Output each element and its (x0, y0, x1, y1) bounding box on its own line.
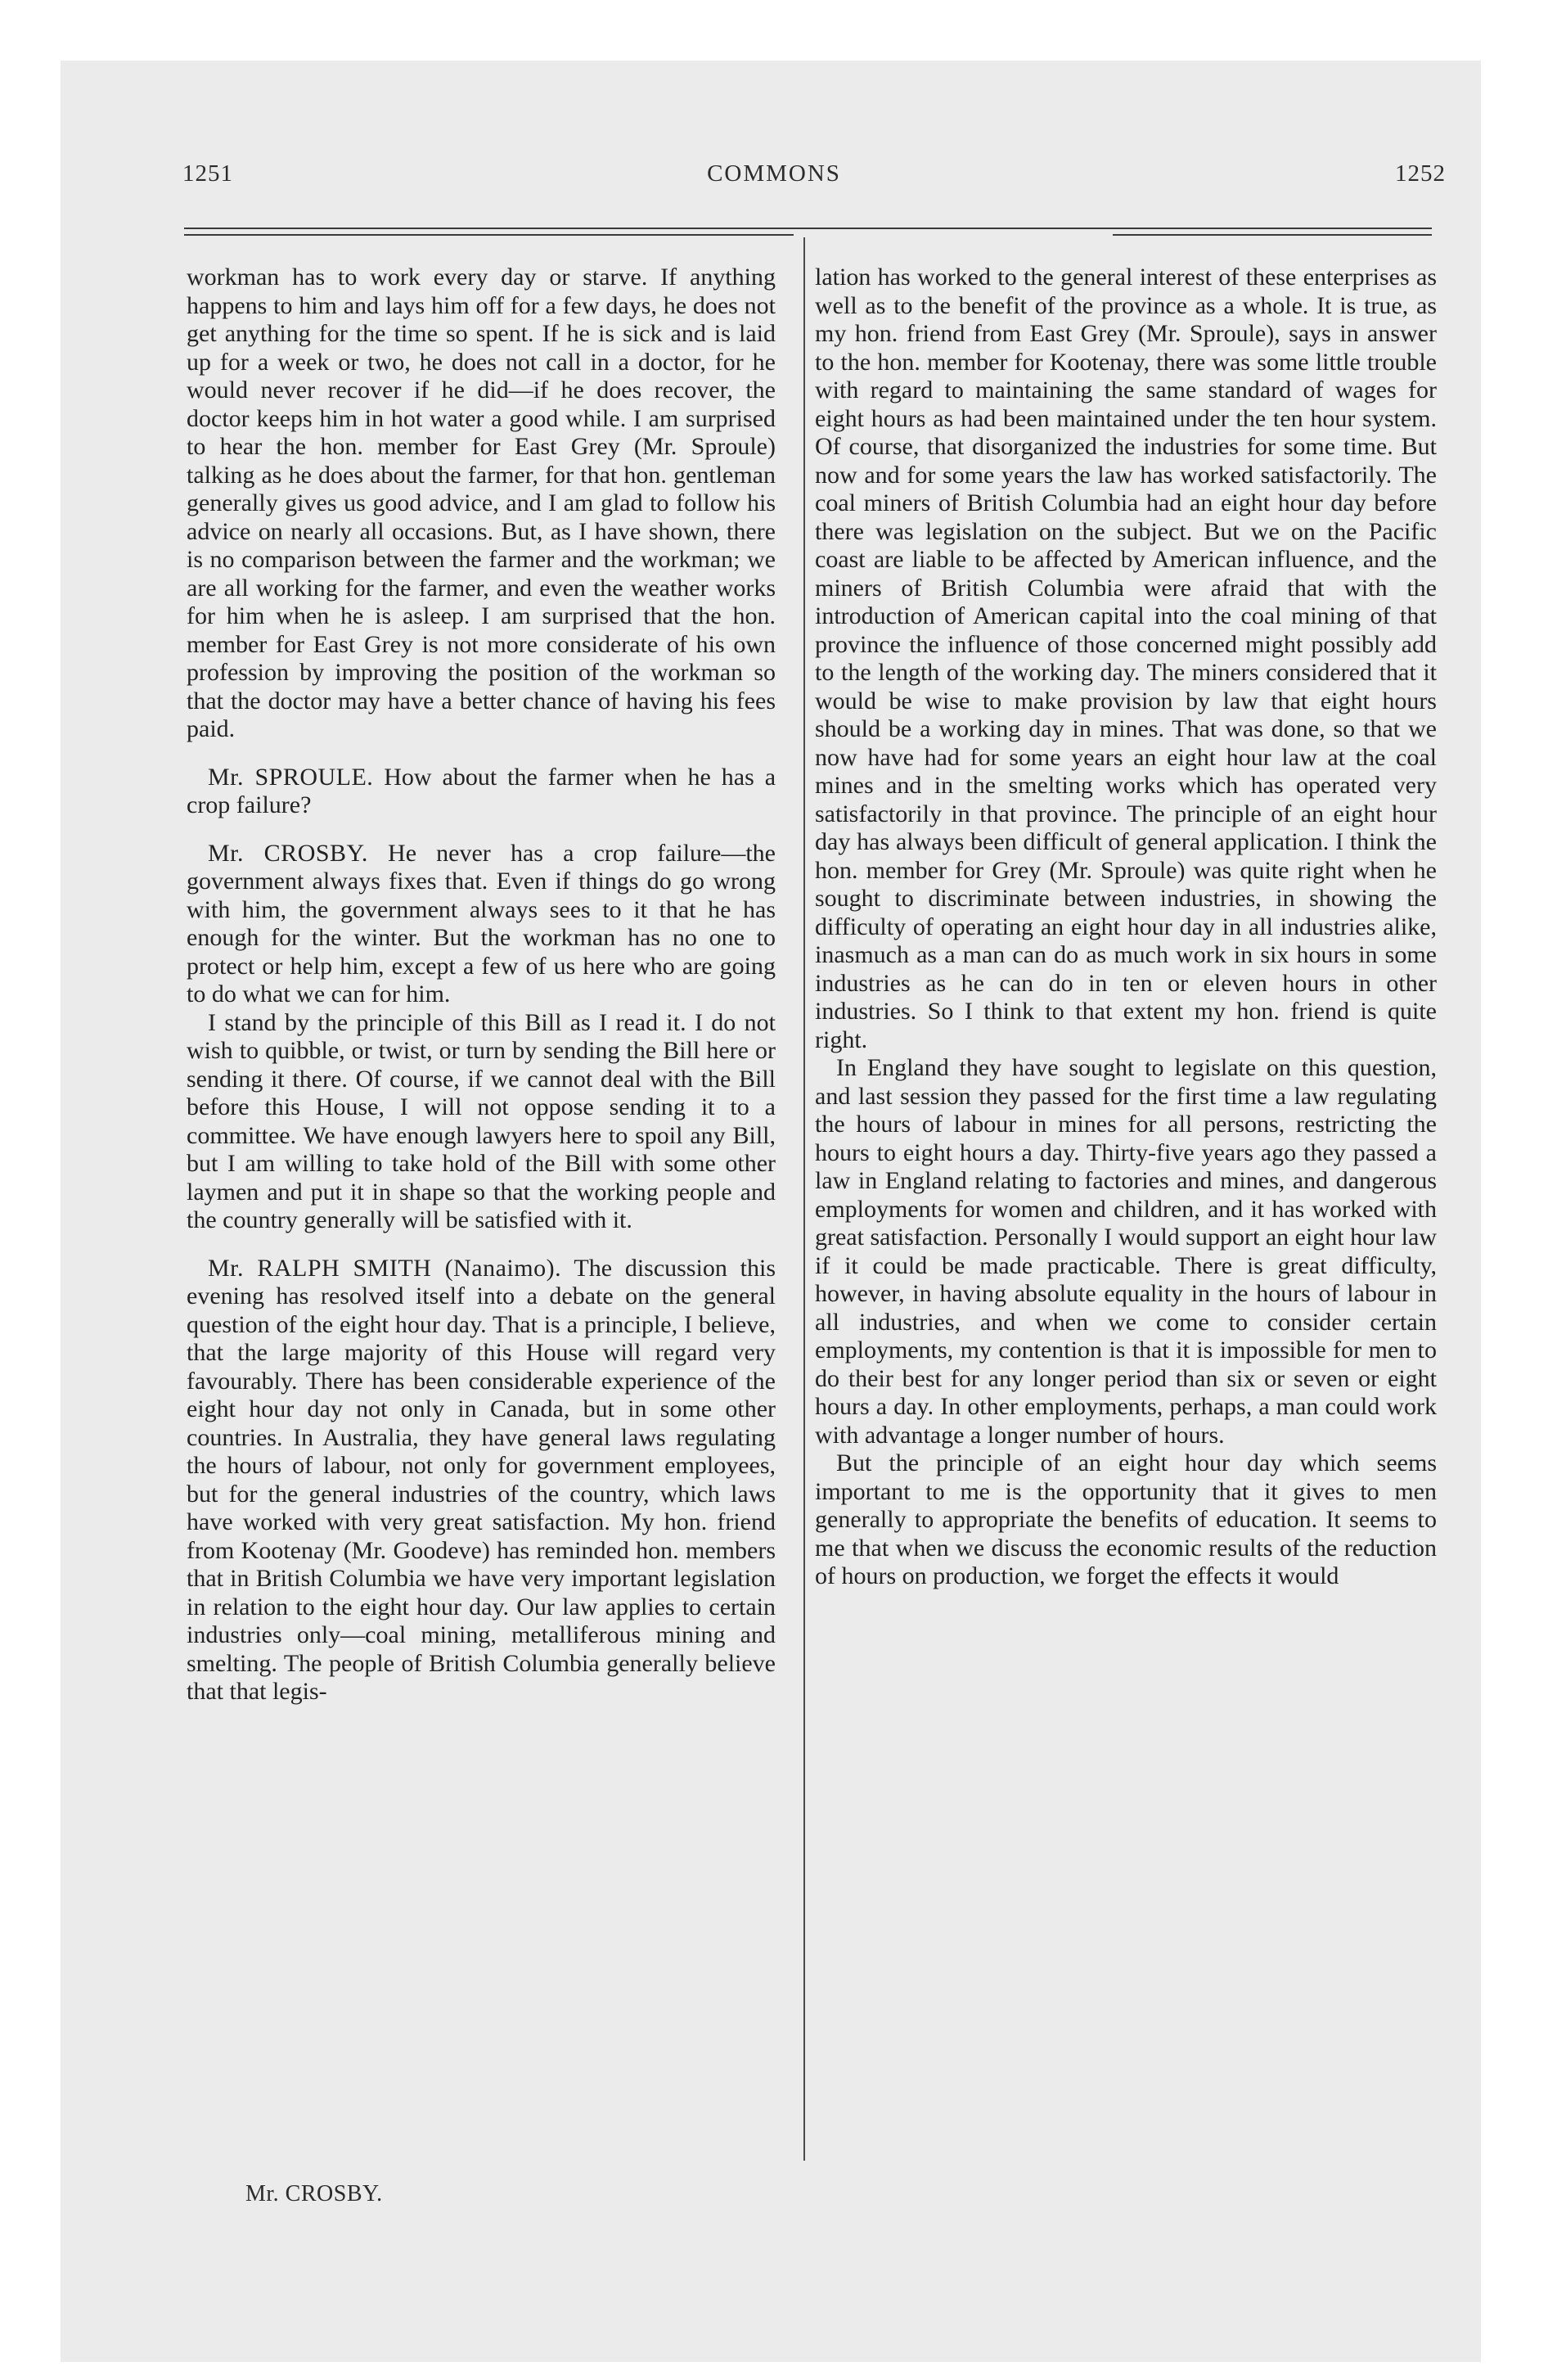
column-divider (803, 237, 805, 2161)
left-column (187, 264, 776, 1706)
paragraph (187, 1255, 776, 1706)
speech-text: He never has a crop failure—the government always fixes that. Even if things do go wrong with him, the government always sees to it that he has enough for the winter. But the workman has no one to protect or help him, except a few of us here who are going to do what we can for him. (187, 839, 776, 1007)
speech-text: How about the farmer when he has a crop failure? (187, 763, 776, 818)
footer-speaker-name: Mr. CROSBY. (245, 2181, 383, 2206)
paragraph: But the principle of an eight hour day which seems important to me is the opportunity that it gives to men generally to appropriate the benefits of education. It seems to me that when we discuss the economic results of the reduction of hours on production, we forget the effects it would (815, 1449, 1437, 1589)
speaker-name: Mr. CROSBY. (208, 839, 368, 867)
speech-text: The discussion this evening has resolved itself into a debate on the general question of the eight hour day. That is a principle, I believe, that the large majority of this House will regard very favourably. There has been considerable experience of the eight hour day not only in Canada, but in some other countries. In Australia, they have general laws regulating the hours of labour, not only for government employees, but for the general industries of the country, which laws have worked with very great satisfaction. My hon. friend from Kootenay (Mr. Goodeve) has reminded hon. members that in British Columbia we have very important legislation in relation to the eight hour day. Our law applies to certain industries only—coal mining, metalliferous mining and smelting. The people of British Columbia generally believe that that legis- (187, 1254, 776, 1705)
paragraph: In England they have sought to legislate on this question, and last session they passed for the first time a law regulating the hours of labour in mines for all persons, restricting the hours to eight hours a day. Thirty-five years ago they passed a law in England relating to factories and mines, and dangerous employments for women and children, and it has worked with great satisfaction. Personally I would support an eight hour law if it could be made practicable. There is great difficulty, however, in having absolute equality in the hours of labour in all industries, and when we come to consider certain employments, my contention is that it is impossible for men to do their best for any longer period than six or seven or eight hours a day. In other employments, perhaps, a man could work with advantage a longer number of hours. (815, 1054, 1437, 1449)
running-head (0, 160, 1548, 193)
page-title: COMMONS (707, 160, 841, 187)
header-rule-right (1113, 228, 1432, 236)
page-number-left: 1251 (182, 160, 233, 187)
paragraph: workman has to work every day or starve. If anything happens to him and lays him off for a few days, he does not get anything for the time so spent. If he is sick and is laid up for a week or two, he does not call in a doctor, for he would never recover if he did—if he does recover, the doctor keeps him in hot water a good while. I am surprised to hear the hon. member for East Grey (Mr. Sproule) talking as he does about the farmer, for that hon. gentleman generally gives us good advice, and I am glad to follow his advice on nearly all occasions. But, as I have shown, there is no comparison between the farmer and the workman; we are all working for the farmer, and even the weather works for him when he is asleep. I am surprised that the hon. member for East Grey is not more considerate of his own profession by improving the position of the workman so that the doctor may have a better chance of having his fees paid. (187, 264, 776, 742)
paragraph (187, 840, 776, 1009)
speaker-name: Mr. SPROULE. (208, 763, 374, 791)
header-rule-left (184, 228, 794, 236)
right-column (815, 264, 1437, 1591)
paragraph: I stand by the principle of this Bill as I read it. I do not wish to quibble, or twist, or turn by sending the Bill here or sending it there. Of course, if we cannot deal with the Bill before this House, I will not oppose sending it to a committee. We have enough lawyers here to spoil any Bill, but I am willing to take hold of the Bill with some other laymen and put it in shape so that the working people and the country generally will be satisfied with it. (187, 1008, 776, 1233)
paragraph: lation has worked to the general interest of these enterprises as well as to the benefit of the province as a whole. It is true, as my hon. friend from East Grey (Mr. Sproule), says in answer to the hon. member for Kootenay, there was some little trouble with regard to maintaining the same standard of wages for eight hours as had been maintained under the ten hour system. Of course, that disorganized the industries for some time. But now and for some years the law has worked satisfactorily. The coal miners of British Columbia had an eight hour day before there was legislation on the subject. But we on the Pacific coast are liable to be affected by American influence, and the miners of British Columbia were afraid that with the introduction of American capital into the coal mining of that province the influence of those concerned might possibly add to the length of the working day. The miners considered that it would be wise to make provision by law that eight hours should be a working day in mines. That was done, so that we now have had for some years an eight hour law at the coal mines and in the smelting works which has operated very satisfactorily in that province. The principle of an eight hour day has always been difficult of general application. I think the hon. member for Grey (Mr. Sproule) was quite right when he sought to discriminate between industries, in showing the difficulty of operating an eight hour day in all industries alike, inasmuch as a man can do as much work in six hours in some industries as he can do in ten or eleven hours in other industries. So I think to that extent my hon. friend is quite right. (815, 264, 1437, 1053)
page-number-right: 1252 (1395, 160, 1446, 187)
header-rule-middle (794, 228, 1113, 234)
speaker-name: Mr. RALPH SMITH (Nanaimo). (208, 1254, 562, 1282)
paragraph (187, 764, 776, 820)
